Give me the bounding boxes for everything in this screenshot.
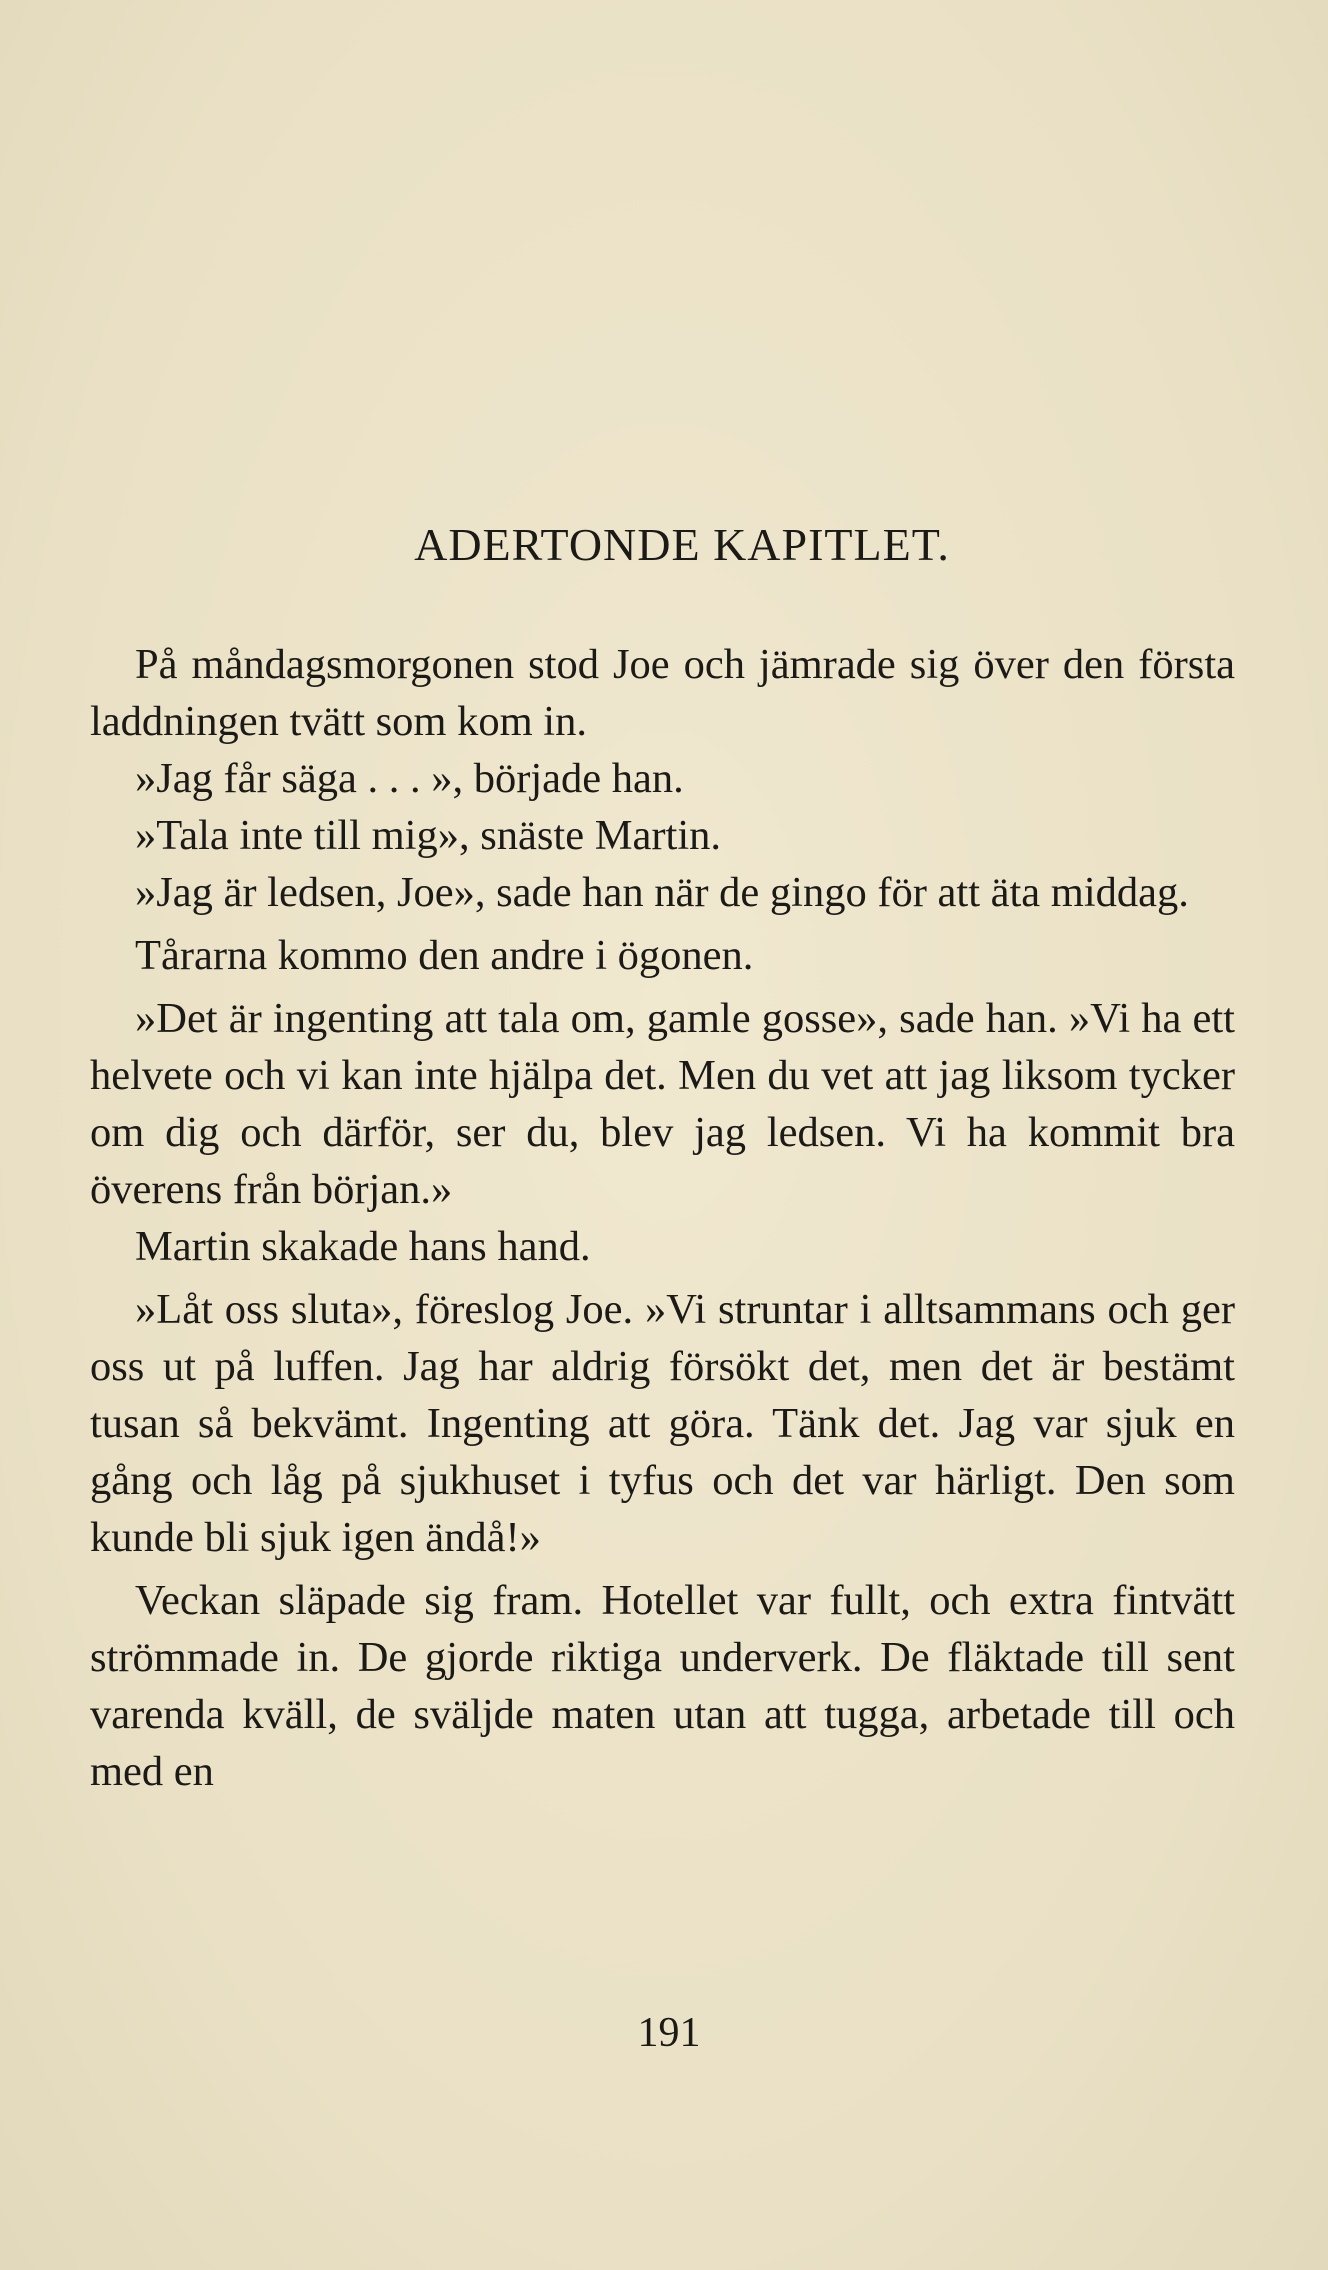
paragraph: Martin skakade hans hand. <box>135 1223 591 1270</box>
paragraph: »Låt oss sluta», föreslog Joe. »Vi struntar i alltsammans och ger oss ut på luffen. Jag har aldrig försökt det, men det är bestämt tusan så bekvämt. Ingenting att göra. Tänk det. Jag var sjuk en gång och låg på sjukhuset i tyfus och det var härligt. Den som kunde bli sjuk igen ändå!» <box>90 1286 1235 1561</box>
paragraph: »Jag får säga . . . », började han. <box>135 755 684 802</box>
paragraph: På måndagsmorgonen stod Joe och jämrade sig över den första laddningen tvätt som kom in. <box>90 641 1235 745</box>
chapter-title: ADERTONDE KAPITLET. <box>414 519 950 570</box>
paragraph: »Jag är ledsen, Joe», sade han när de gingo för att äta middag. <box>135 869 1189 916</box>
paragraph: Veckan släpade sig fram. Hotellet var fullt, och extra fintvätt strömmade in. De gjorde riktiga underverk. De fläktade till sent varenda kväll, de sväljde maten utan att tugga, arbetade till och med en <box>90 1577 1235 1795</box>
paragraph: »Det är ingenting att tala om, gamle gosse», sade han. »Vi ha ett helvete och vi kan inte hjälpa det. Men du vet att jag liksom tycker om dig och därför, ser du, blev jag ledsen. Vi ha kommit bra överens från början.» <box>90 995 1235 1213</box>
body-text <box>90 636 1235 1800</box>
page-number: 191 <box>637 2010 701 2056</box>
paragraph: Tårarna kommo den andre i ögonen. <box>135 932 754 979</box>
paragraph: »Tala inte till mig», snäste Martin. <box>135 812 722 859</box>
